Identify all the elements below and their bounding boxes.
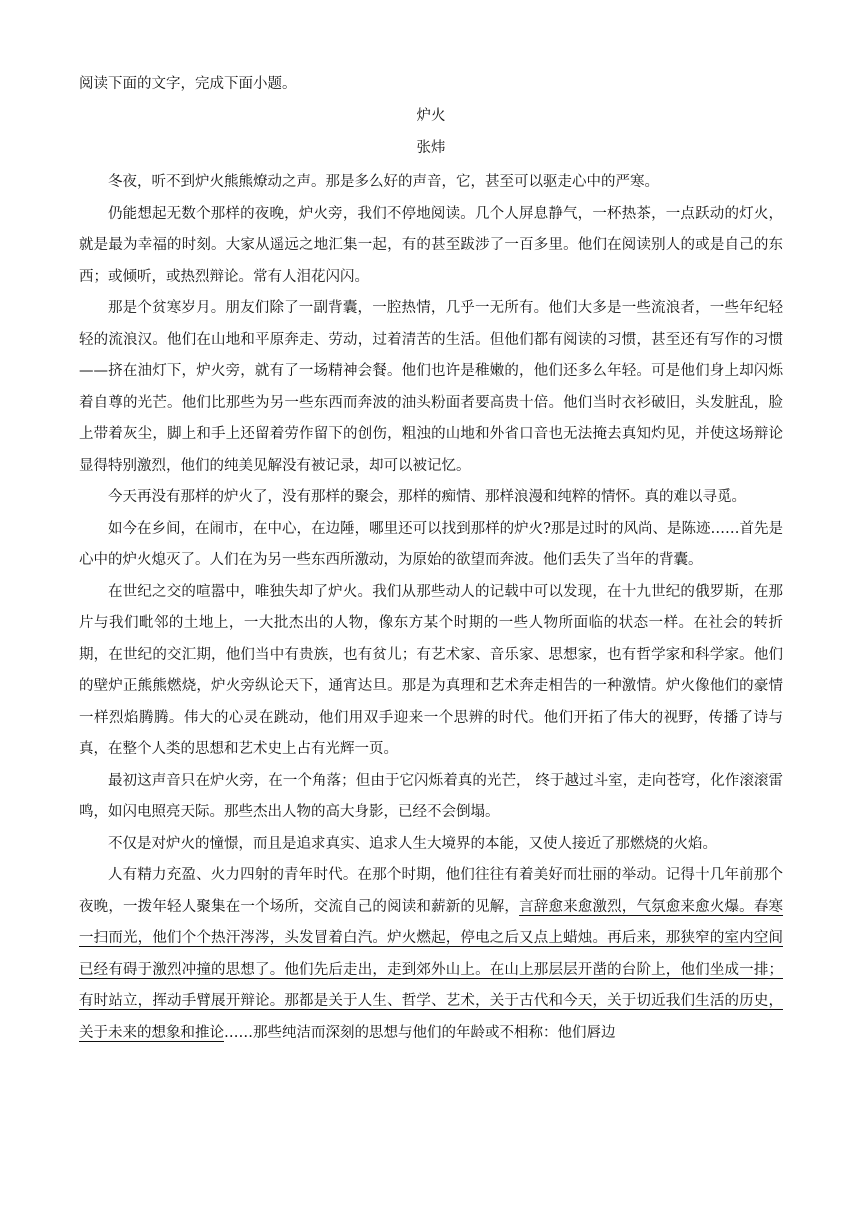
underlined-passage: 言辞愈来愈激烈，气氛愈来愈火爆。春寒一扫而光，他们个个热汗涔涔，头发冒着白汽。炉火燃起，停电之后又点上蜡烛。再后来，那狭窄的室内空间已经有碍于激烈冲撞的思想了。他们先后走出，走到郊外山上。在山上那层层开凿的台阶上，他们坐成一排；有时站立，挥动手臂展开辩论。那都是关于人生、哲学、艺术，关于古代和今天，关于切近我们生活的历史，关于未来的想象和推论 <box>79 898 784 1041</box>
paragraph-9-tail: ……那些纯洁而深刻的思想与他们的年龄或不相称：他们唇边 <box>224 1024 616 1041</box>
paragraph-8: 不仅是对炉火的憧憬，而且是追求真实、追求人生大境界的本能，又使人接近了那燃烧的火焰。 <box>108 835 717 852</box>
article <box>79 71 783 1049</box>
article-title: 炉火 <box>416 108 446 124</box>
paragraph-4: 今天再没有那样的炉火了，没有那样的聚会，那样的痴情、那样浪漫和纯粹的情怀。真的难以寻觅。 <box>108 489 746 505</box>
paragraph-9-plain: 人有精力充盈、火力四射的青年时代。在那个时期，他们往往有着美好而壮丽的举动。记得十几年前那个夜晚，一拨年轻人聚集在一个场所，交流自己的阅读和薪新的见解， <box>79 867 783 915</box>
paragraph-1: 冬夜，听不到炉火熊熊燎动之声。那是多么好的声音，它，甚至可以驱走心中的严寒。 <box>108 174 659 190</box>
paragraph-9 <box>79 860 783 1049</box>
article-author: 张炜 <box>416 140 446 156</box>
paragraph-7: 最初这声音只在炉火旁，在一个角落；但由于它闪烁着真的光芒， 终于越过斗室，走向苍穹，化作滚滚雷鸣，如闪电照亮天际。那些杰出人物的高大身影，已经不会倒塌。 <box>79 772 783 820</box>
instruction-text: 阅读下面的文字，完成下面小题。 <box>79 76 297 92</box>
paragraph-6: 在世纪之交的喧嚣中，唯独失却了炉火。我们从那些动人的记载中可以发现，在十九世纪的俄罗斯，在那片与我们毗邻的土地上，一大批杰出的人物，像东方某个时期的一些人物所面临的状态一样。在社会的转折期，在世纪的交汇期，他们当中有贵族，也有贫儿；有艺术家、音乐家、思想家，也有哲学家和科学家。他们的壁炉正熊熊燃烧，炉火旁纵论天下，通宵达旦。那是为真理和艺术奔走相告的一种激情。炉火像他们的豪情一样烈焰腾腾。伟大的心灵在跳动，他们用双手迎来一个思辨的时代。他们开拓了伟大的视野，传播了诗与真，在整个人类的思想和艺术史上占有光辉一页。 <box>79 583 783 757</box>
paragraph-5: 如今在乡间，在闹市，在中心，在边陲，哪里还可以找到那样的炉火?那是过时的风尚、是陈迹……首先是心中的炉火熄灭了。人们在为另一些东西所激动，为原始的欲望而奔波。他们丢失了当年的背囊。 <box>79 520 783 568</box>
paragraph-2: 仍能想起无数个那样的夜晚，炉火旁，我们不停地阅读。几个人屏息静气，一杯热茶，一点跃动的灯火， 就是最为幸福的时刻。大家从遥远之地汇集一起，有的甚至跋涉了一百多里。他们在阅读别人的或是自己的东西；或倾听，或热烈辩论。常有人泪花闪闪。 <box>79 205 783 285</box>
paragraph-3: 那是个贫寒岁月。朋友们除了一副背囊，一腔热情，几乎一无所有。他们大多是一些流浪者，一些年纪轻轻的流浪汉。他们在山地和平原奔走、劳动，过着清苦的生活。但他们都有阅读的习惯，甚至还有写作的习惯——挤在油灯下，炉火旁，就有了一场精神会餐。他们也许是稚嫩的，他们还多么年轻。可是他们身上却闪烁着自尊的光芒。他们比那些为另一些东西而奔波的油头粉面者要高贵十倍。他们当时衣衫破旧，头发脏乱，脸上带着灰尘，脚上和手上还留着劳作留下的创伤，粗浊的山地和外省口音也无法掩去真知灼见，并使这场辩论显得特别激烈，他们的纯美见解没有被记录，却可以被记忆。 <box>79 300 783 474</box>
